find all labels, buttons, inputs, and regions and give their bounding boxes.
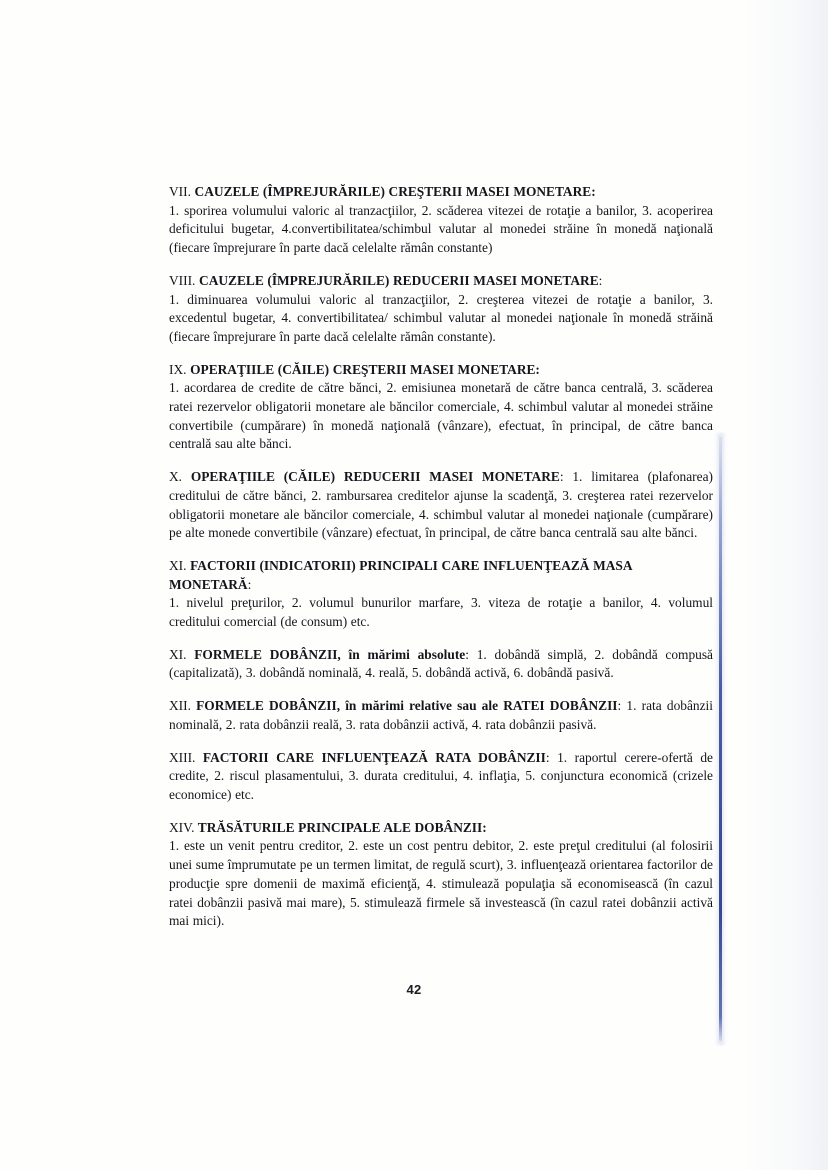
- document-section: [169, 697, 713, 734]
- section-heading-suffix: :: [598, 272, 603, 288]
- section-heading-group: [169, 819, 713, 838]
- section-heading-group: [169, 647, 469, 662]
- section-heading: OPERAŢIILE (CĂILE) REDUCERII MASEI MONETARE: [182, 469, 560, 485]
- scan-artifact-blue-line: [719, 437, 722, 1041]
- section-heading: FACTORII CARE INFLUENŢEAZĂ RATA DOBÂNZII: [195, 749, 546, 765]
- section-heading-group: [169, 272, 713, 291]
- section-heading-suffix: :: [247, 576, 252, 592]
- document-section: [169, 749, 713, 805]
- section-body: 1. acordarea de credite de către bănci, 2. emisiunea monetară de către banca centrală, 3. scăderea ratei rezervelor obligatorii monetare ale băncilor comerciale, 4. schimbul valutar al monedei străine convertibile (cumpărare) în monedă naţională (vânzare), efectuat, în principal, de către banca centrală sau alte bănci.: [169, 380, 713, 452]
- section-numeral: XIII.: [169, 749, 196, 765]
- section-heading-group: [169, 469, 564, 484]
- section-heading-group: [169, 557, 713, 594]
- section-body: 1. nivelul preţurilor, 2. volumul bunurilor marfare, 3. viteza de rotaţie a banilor, 4. volumul creditului comercial (de consum) etc.: [169, 595, 713, 630]
- document-section: [169, 272, 713, 347]
- section-body: 1. diminuarea volumului valoric al tranzacţiilor, 2. creşterea vitezei de rotaţie a banilor, 3. excedentul bugetar, 4. convertibilitatea/ schimbul valutar al monedei naţionale în monedă străină (fiecare împrejurare în parte dacă celelalte rămân constante).: [169, 291, 713, 344]
- section-body: 1. rata dobânzii nominală, 2. rata dobânzii reală, 3. rata dobânzii activă, 4. rata dobânzii pasivă.: [169, 698, 713, 732]
- document-section: [169, 468, 713, 543]
- section-numeral: XIV.: [169, 819, 195, 835]
- section-heading: OPERAŢIILE (CĂILE) CREŞTERII MASEI MONETARE:: [186, 361, 540, 377]
- document-section: [169, 819, 713, 931]
- section-heading: FORMELE DOBÂNZII, în mărimi absolute: [186, 646, 466, 662]
- section-heading: FORMELE DOBÂNZII, în mărimi relative sau ale RATEI DOBÂNZII: [190, 698, 618, 714]
- section-heading-suffix: :: [465, 646, 469, 662]
- page-number: 42: [406, 982, 422, 997]
- section-heading: FACTORII (INDICATORII) PRINCIPALI CARE INFLUENŢEAZĂ MASA MONETARĂ: [169, 557, 632, 592]
- section-body: 1. sporirea volumului valoric al tranzacţiilor, 2. scăderea vitezei de rotaţie a banilor, 3. acoperirea deficitului bugetar, 4.convertibilitatea/schimbul valutar al monedei străine în monedă naţională (fiecare împrejurare în parte dacă celelalte rămân constante): [169, 202, 713, 256]
- section-body: 1. raportul cerere-ofertă de credite, 2. riscul plasamentului, 3. durata creditului, 4. inflaţia, 5. conjunctura economică (crizele economice) etc.: [169, 749, 713, 802]
- section-numeral: XII.: [169, 698, 191, 714]
- section-heading-group: [169, 183, 713, 202]
- section-heading-group: [169, 698, 621, 713]
- section-numeral: VII.: [169, 184, 191, 199]
- section-heading-group: [169, 361, 713, 380]
- section-heading-suffix: :: [617, 698, 622, 714]
- section-body: 1. limitarea (plafonarea) creditului de către bănci, 2. rambursarea creditelor ajunse la scadenţă, 3. creşterea ratei rezervelor obligatorii monetare ale băncilor comerciale, 4. schimbul valutar al monedei naţionale (cumpărare) pe alte monede convertibile (vânzare) efectuat, în principal, de către banca centrală sau alte bănci.: [169, 469, 713, 541]
- section-heading: TRĂSĂTURILE PRINCIPALE ALE DOBÂNZII:: [194, 819, 487, 835]
- section-numeral: XI.: [169, 646, 187, 662]
- text-column: [169, 183, 713, 931]
- document-section: [169, 183, 713, 258]
- section-body: 1. dobândă simplă, 2. dobândă compusă (capitalizată), 3. dobândă nominală, 4. reală, 5. dobândă activă, 6. dobândă pasivă.: [169, 646, 713, 681]
- section-numeral: X.: [169, 469, 183, 485]
- document-section: [169, 361, 713, 455]
- section-numeral: VIII.: [169, 272, 196, 288]
- section-heading-group: [169, 750, 550, 765]
- section-heading-suffix: :: [559, 469, 564, 485]
- document-section: [169, 646, 713, 683]
- section-numeral: IX.: [169, 361, 187, 377]
- section-numeral: XI.: [169, 557, 187, 573]
- section-heading: CAUZELE (ÎMPREJURĂRILE) CREŞTERII MASEI MONETARE:: [190, 184, 596, 199]
- document-section: [169, 557, 713, 632]
- section-heading-suffix: :: [545, 749, 550, 765]
- section-heading: CAUZELE (ÎMPREJURĂRILE) REDUCERII MASEI MONETARE: [195, 272, 599, 288]
- section-body: 1. este un venit pentru creditor, 2. este un cost pentru debitor, 2. este preţul creditului (al folosirii unei sume împrumutate pe un termen limitat, de regulă scurt), 3. influenţează orientarea factorilor de producţie spre domenii de maximă eficienţă, 4. stimulează populaţia să economisească (în cazul ratei dobânzii pasivă mai mare), 5. stimulează firmele să investească (în cazul ratei dobânzii activă mai mici).: [169, 838, 713, 929]
